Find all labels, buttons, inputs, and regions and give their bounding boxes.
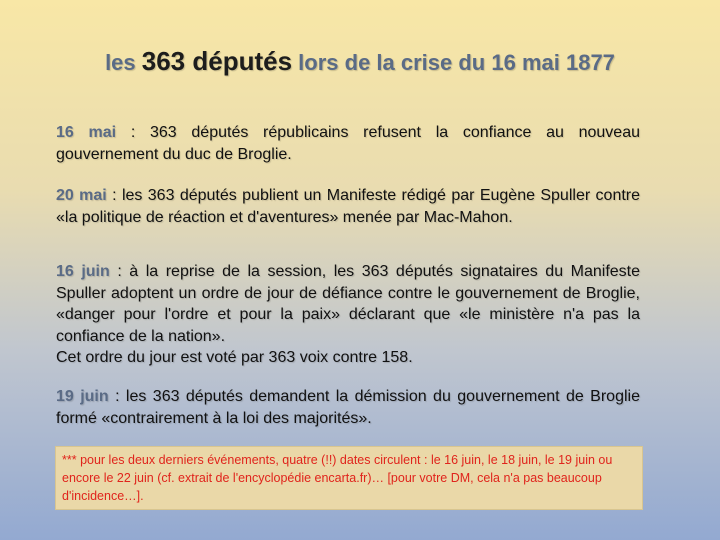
event-16-juin — [56, 261, 640, 369]
event-date: 19 juin — [56, 388, 109, 405]
event-text: : les 363 députés demandent la démission du gouvernement de Broglie formé «contrairement à la loi des majorités». — [56, 388, 640, 427]
page-title — [0, 46, 720, 77]
title-suffix: lors de la crise du 16 mai 1877 — [292, 50, 615, 75]
title-prefix: les — [105, 50, 142, 75]
event-text: : 363 députés républicains refusent la confiance au nouveau gouvernement du duc de Broglie. — [56, 124, 640, 163]
event-date: 16 mai — [56, 124, 117, 141]
event-text: : à la reprise de la session, les 363 députés signataires du Manifeste Spuller adoptent un ordre de jour de défiance contre le gouvernement de Broglie, «danger pour l'ordre et pour la paix» déclarant que «le ministère n'a pas la confiance de la nation». — [56, 263, 641, 345]
footnote-text: *** pour les deux derniers événements, quatre (!!) dates circulent : le 16 juin, le 18 juin, le 19 juin ou encore le 22 juin (cf. extrait de l'encyclopédie encarta.fr)… [pour votre DM, cela n'a pas beaucoup d'incidence…]. — [62, 453, 613, 503]
event-16-mai — [56, 122, 640, 165]
event-text-vote: Cet ordre du jour est voté par 363 voix contre 158. — [56, 349, 413, 367]
event-text: : les 363 députés publient un Manifeste rédigé par Eugène Spuller contre «la politique de réaction et d'aventures» menée par Mac-Mahon. — [56, 187, 641, 226]
event-20-mai — [56, 185, 640, 228]
event-19-juin — [56, 386, 640, 429]
event-date: 20 mai — [56, 187, 107, 204]
event-date: 16 juin — [56, 263, 110, 280]
title-main: 363 députés — [141, 46, 293, 76]
footnote-box — [55, 446, 643, 510]
